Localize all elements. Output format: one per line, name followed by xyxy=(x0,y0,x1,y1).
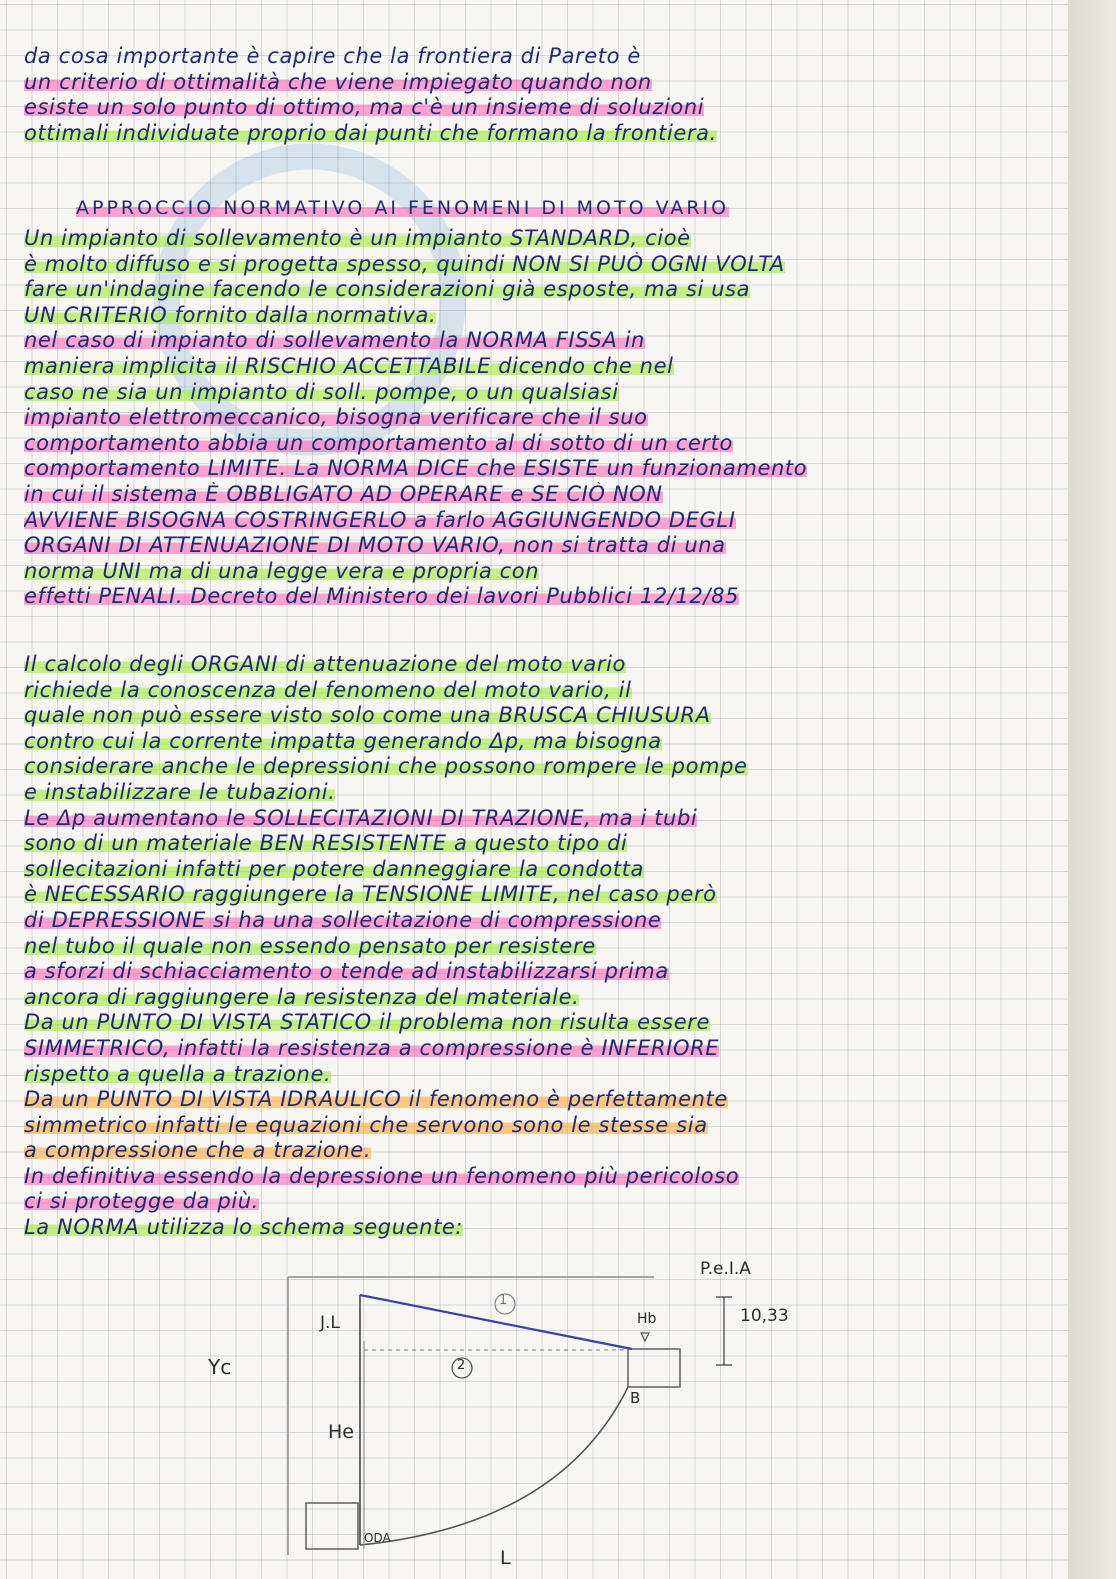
text-line xyxy=(24,354,1054,380)
highlighted-text: maniera implicita il RISCHIO ACCETTABILE dicendo che nel xyxy=(24,353,674,378)
norm-scheme-diagram xyxy=(0,1255,1068,1579)
highlighted-text: fare un'indagine facendo le considerazioni già esposte, ma si usa xyxy=(24,277,751,302)
text-line xyxy=(24,95,1054,121)
paragraph-attenuation-organs xyxy=(24,652,1054,1241)
reservoir-box xyxy=(628,1349,680,1387)
highlighted-text: norma UNI ma di una legge vera e propria con xyxy=(24,558,540,583)
text-line xyxy=(24,303,1054,329)
label-yc: Yc xyxy=(208,1355,232,1379)
text-line xyxy=(24,277,1054,303)
highlighted-text: ottimali individuate proprio dai punti che formano la frontiera. xyxy=(24,120,717,145)
highlighted-text: La NORMA utilizza lo schema seguente: xyxy=(24,1215,464,1240)
text-line xyxy=(24,584,1054,610)
pump-box xyxy=(306,1503,358,1549)
highlighted-text: caso ne sia un impianto di soll. pompe, o un qualsiasi xyxy=(24,379,619,404)
label-circle-1: 1 xyxy=(499,1293,508,1308)
highlighted-text: è NECESSARIO raggiungere la TENSIONE LIMITE, nel caso però xyxy=(24,882,717,907)
paragraph-normative-approach xyxy=(24,226,1054,610)
text-line xyxy=(24,780,1054,806)
text-line xyxy=(24,831,1054,857)
highlighted-text: nel caso di impianto di sollevamento la NORMA FISSA in xyxy=(24,328,645,353)
highlighted-text: SIMMETRICO, infatti la resistenza a compressione è INFERIORE xyxy=(24,1035,720,1060)
section-heading: APPROCCIO NORMATIVO AI FENOMENI DI MOTO VARIO xyxy=(76,197,730,219)
text-line xyxy=(24,1164,1054,1190)
text-line xyxy=(24,121,1054,147)
text-line xyxy=(24,857,1054,883)
text-line xyxy=(24,508,1054,534)
highlighted-text: Da un PUNTO DI VISTA IDRAULICO il fenomeno è perfettamente xyxy=(24,1087,728,1112)
highlighted-text: impianto elettromeccanico, bisogna verificare che il suo xyxy=(24,405,648,430)
text-line xyxy=(24,703,1054,729)
label-hb: Hb xyxy=(637,1311,657,1327)
highlighted-text: un criterio di ottimalità che viene impiegato quando non xyxy=(24,69,652,94)
text-line xyxy=(24,985,1054,1011)
highlighted-text: contro cui la corrente impatta generando Δp, ma bisogna xyxy=(24,728,662,753)
highlighted-text: ci si protegge da più. xyxy=(24,1189,259,1214)
highlighted-text: AVVIENE BISOGNA COSTRINGERLO a farlo AGGIUNGENDO DEGLI xyxy=(24,507,736,532)
label-peia: P.e.I.A xyxy=(700,1259,751,1279)
text-line xyxy=(24,44,1054,70)
text-line xyxy=(24,1036,1054,1062)
text-line xyxy=(24,533,1054,559)
scheme-drawing xyxy=(0,1255,1068,1579)
highlighted-text: sono di un materiale BEN RESISTENTE a questo tipo di xyxy=(24,831,628,856)
label-circle-2: 2 xyxy=(457,1358,466,1373)
text-line xyxy=(24,431,1054,457)
line-1 xyxy=(360,1295,632,1349)
text-line xyxy=(24,1113,1054,1139)
highlighted-text: sollecitazioni infatti per potere danneggiare la condotta xyxy=(24,856,645,881)
highlighted-text: da cosa importante è capire che la frontiera di Pareto è xyxy=(24,44,641,68)
text-line xyxy=(24,1215,1054,1241)
text-line xyxy=(24,252,1054,278)
highlighted-text: esiste un solo punto di ottimo, ma c'è un insieme di soluzioni xyxy=(24,95,705,120)
highlighted-text: in cui il sistema È OBBLIGATO AD OPERARE e SE CIÒ NON xyxy=(24,481,663,506)
highlighted-text: simmetrico infatti le equazioni che servono sono le stesse sia xyxy=(24,1112,708,1137)
text-line xyxy=(24,482,1054,508)
highlighted-text: effetti PENALI. Decreto del Ministero dei lavori Pubblici 12/12/85 xyxy=(24,584,740,609)
highlighted-text: nel tubo il quale non essendo pensato per resistere xyxy=(24,933,596,958)
highlighted-text: considerare anche le depressioni che possono rompere le pompe xyxy=(24,754,748,779)
text-line xyxy=(24,226,1054,252)
highlighted-text: a compressione che a trazione. xyxy=(24,1138,372,1163)
highlighted-text: di DEPRESSIONE si ha una sollecitazione di compressione xyxy=(24,907,662,932)
highlighted-text: Il calcolo degli ORGANI di attenuazione del moto vario xyxy=(24,652,626,676)
label-point-b: B xyxy=(630,1389,641,1407)
text-line xyxy=(24,806,1054,832)
hb-arrow-icon xyxy=(641,1333,649,1341)
text-line xyxy=(24,934,1054,960)
text-line xyxy=(24,1138,1054,1164)
highlighted-text: a sforzi di schiacciamento o tende ad instabilizzarsi prima xyxy=(24,959,669,984)
text-line xyxy=(24,652,1054,678)
highlighted-text: In definitiva essendo la depressione un fenomeno più pericoloso xyxy=(24,1163,740,1188)
highlighted-text: ORGANI DI ATTENUAZIONE DI MOTO VARIO, non si tratta di una xyxy=(24,533,726,558)
text-line xyxy=(24,405,1054,431)
text-line xyxy=(24,456,1054,482)
text-line xyxy=(24,1062,1054,1088)
paragraph-pareto xyxy=(24,44,1054,146)
text-line xyxy=(24,70,1054,96)
highlighted-text: Le Δp aumentano le SOLLECITAZIONI DI TRAZIONE, ma i tubi xyxy=(24,805,698,830)
highlighted-text: comportamento LIMITE. La NORMA DICE che ESISTE un funzionamento xyxy=(24,456,808,481)
highlighted-text: ancora di raggiungere la resistenza del materiale. xyxy=(24,984,580,1009)
discharge-pipe-curve xyxy=(360,1387,628,1545)
highlighted-text: è molto diffuso e si progetta spesso, quindi NON SI PUÒ OGNI VOLTA xyxy=(24,251,785,276)
text-line xyxy=(24,328,1054,354)
torn-margin xyxy=(1068,0,1116,1579)
text-line xyxy=(24,754,1054,780)
text-line xyxy=(24,959,1054,985)
text-line xyxy=(24,1087,1054,1113)
text-line xyxy=(24,380,1054,406)
text-line xyxy=(24,1010,1054,1036)
text-line xyxy=(24,729,1054,755)
text-line xyxy=(24,678,1054,704)
highlighted-text: quale non può essere visto solo come una BRUSCA CHIUSURA xyxy=(24,703,711,728)
label-bottom-mark: ODA xyxy=(364,1531,391,1545)
highlighted-text: comportamento abbia un comportamento al di sotto di un certo xyxy=(24,430,733,455)
label-jl: J.L xyxy=(320,1313,340,1333)
text-line xyxy=(24,1189,1054,1215)
highlighted-text: e instabilizzare le tubazioni. xyxy=(24,779,336,804)
text-line xyxy=(24,882,1054,908)
highlighted-text: UN CRITERIO fornito dalla normativa. xyxy=(24,302,437,327)
text-line xyxy=(24,559,1054,585)
label-he: He xyxy=(328,1421,354,1443)
label-height-value: 10,33 xyxy=(740,1306,789,1326)
highlighted-text: richiede la conoscenza del fenomeno del moto vario, il xyxy=(24,677,632,702)
label-bottom-l: L xyxy=(500,1547,511,1569)
text-line xyxy=(24,908,1054,934)
highlighted-text: Da un PUNTO DI VISTA STATICO il problema non risulta essere xyxy=(24,1010,710,1035)
highlighted-text: rispetto a quella a trazione. xyxy=(24,1061,332,1086)
highlighted-text: Un impianto di sollevamento è un impianto STANDARD, cioè xyxy=(24,226,691,250)
